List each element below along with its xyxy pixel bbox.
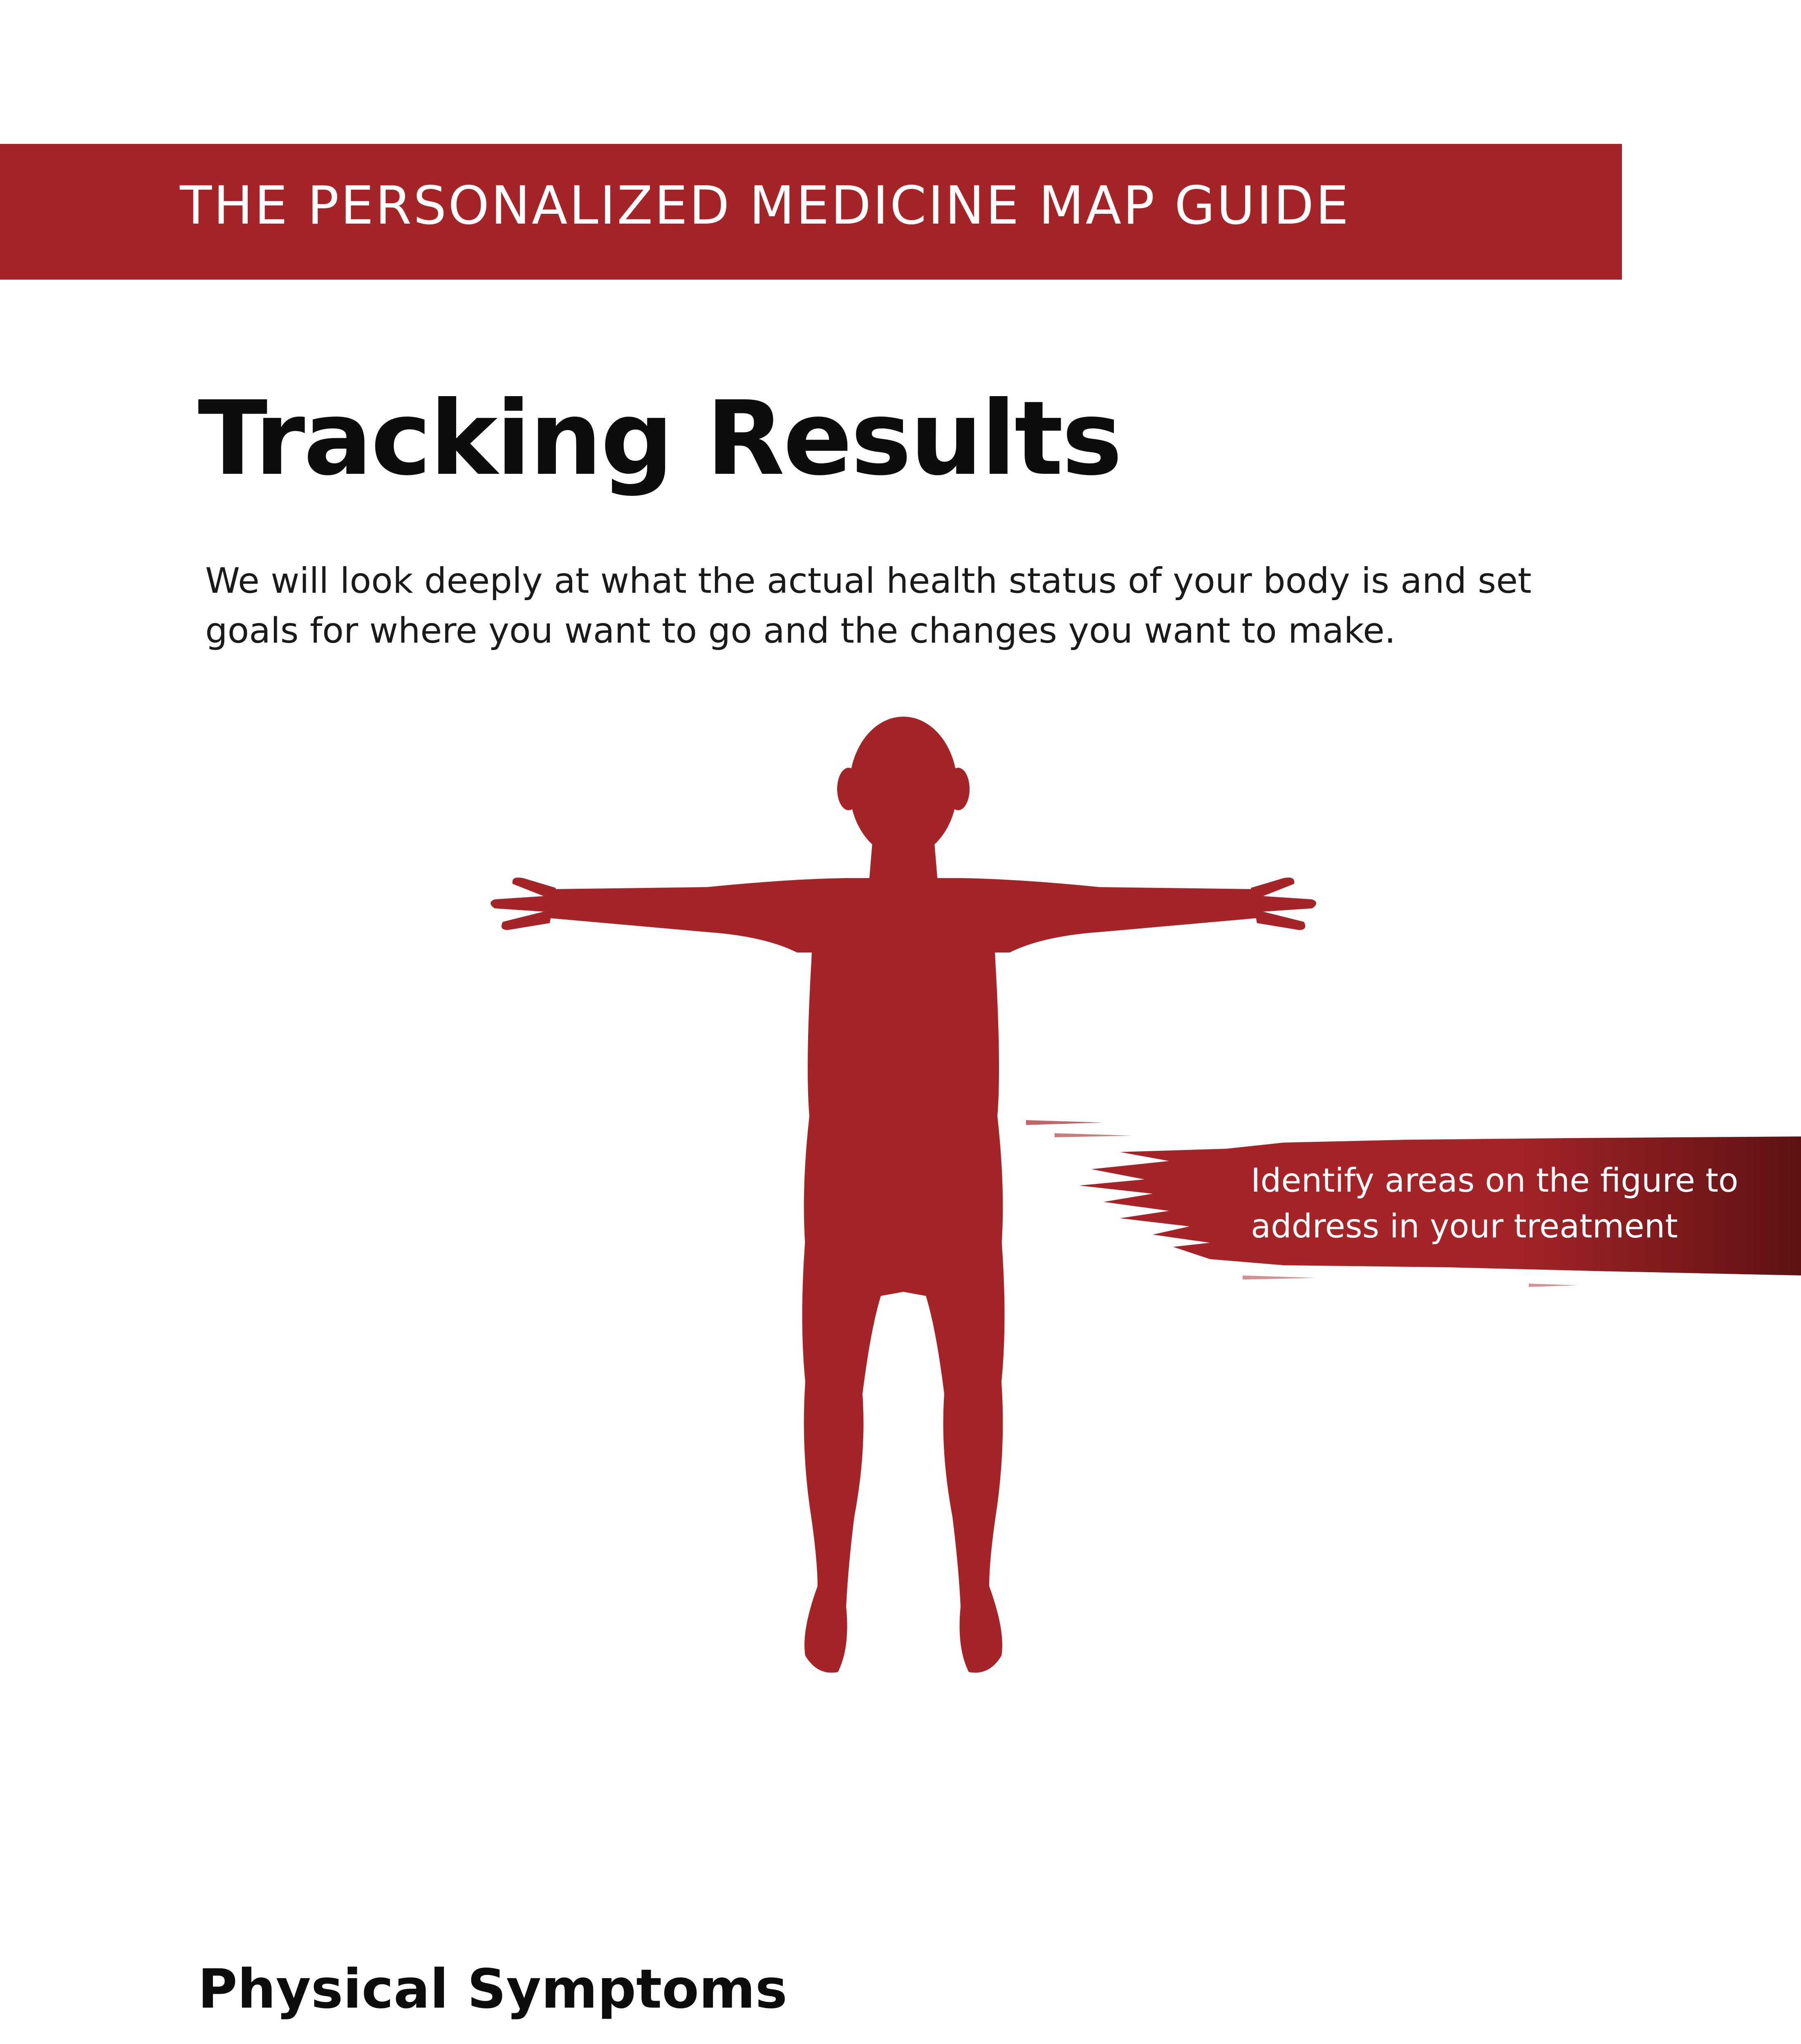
- callout-line-1: Identify areas on the figure to: [1251, 1161, 1738, 1199]
- figure-head: [849, 717, 957, 857]
- figure-torso: [804, 878, 1003, 1247]
- figure-right-leg: [903, 1239, 1005, 1673]
- figure-left-leg: [802, 1239, 904, 1673]
- figure-callout: [1251, 1158, 1782, 1249]
- page-title: Tracking Results: [198, 379, 1121, 498]
- intro-text: We will look deeply at what the actual health status of your body is and set goals for where you want to go and the changes you want to make.: [205, 560, 1532, 651]
- banner-title: THE PERSONALIZED MEDICINE MAP GUIDE: [180, 175, 1351, 236]
- symptoms-heading: Physical Symptoms: [198, 1958, 788, 2021]
- callout-line-2: address in your treatment: [1251, 1207, 1678, 1245]
